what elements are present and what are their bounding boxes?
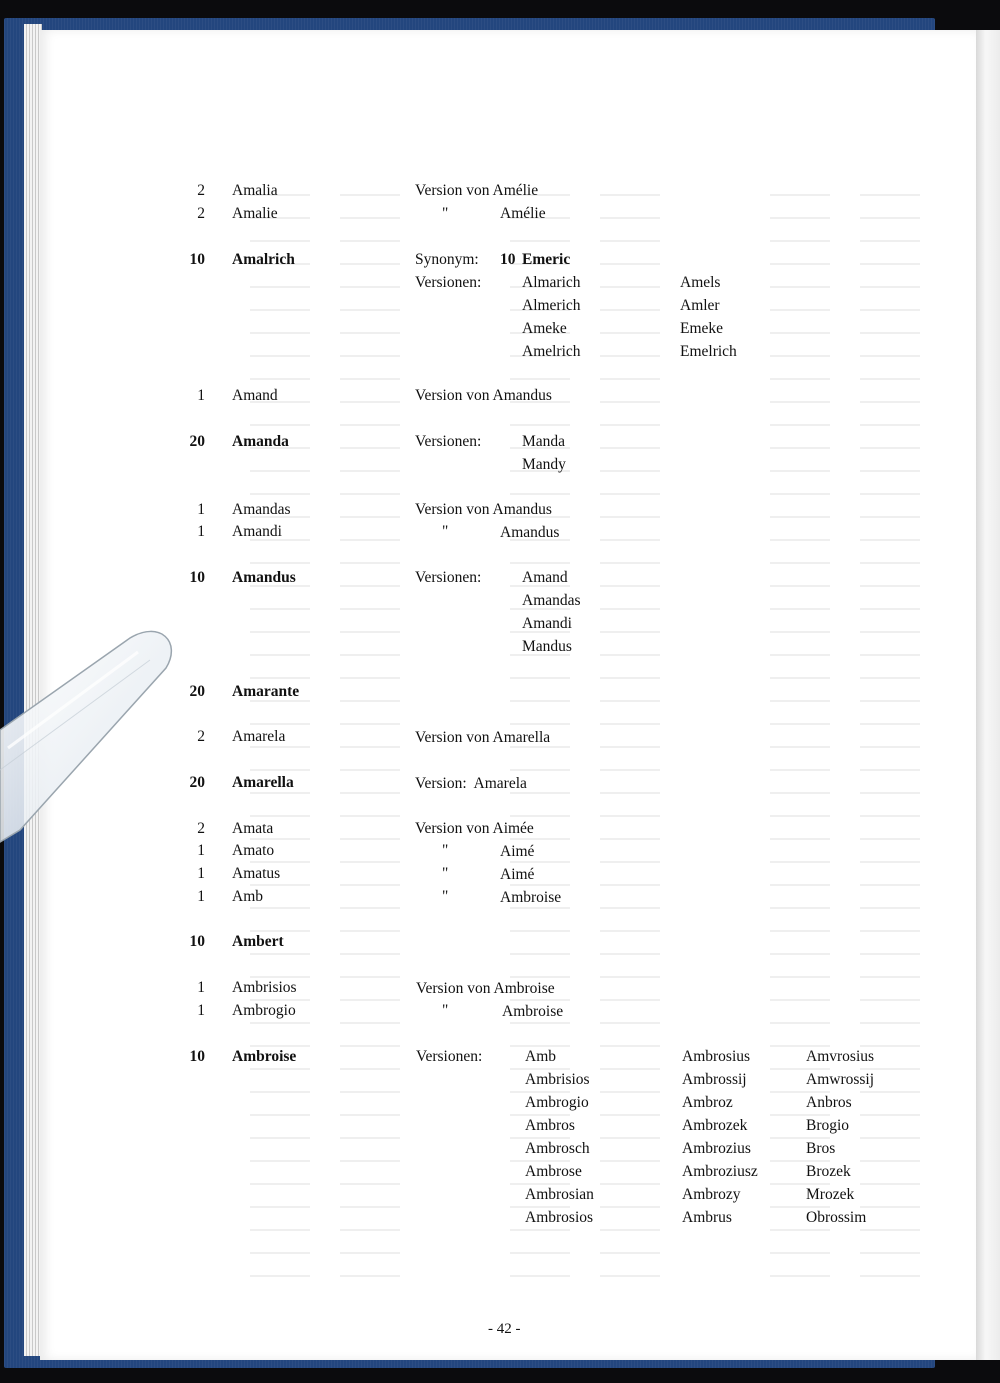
entry-number: 20 [189, 683, 205, 700]
synonym-number: 10 [500, 251, 516, 268]
entry-number: 20 [189, 774, 205, 791]
entry-number: 1 [197, 387, 205, 404]
entry-number: 1 [197, 842, 205, 859]
version-item: Almarich [522, 274, 581, 291]
version-item: Amelrich [522, 343, 581, 360]
entry-number: 2 [197, 728, 205, 745]
entry-name: Amanda [232, 433, 289, 450]
entry-number: 2 [197, 205, 205, 222]
entry-reference: Ambroise [502, 1003, 564, 1020]
entry-name: Amb [232, 888, 263, 905]
entry-number: 2 [197, 820, 205, 837]
version-item: Amwrossij [806, 1071, 875, 1088]
versions-label: Versionen: [415, 274, 482, 291]
version-item: Manda [522, 433, 566, 450]
version-item: Brogio [806, 1117, 850, 1134]
entry-description: Version: Amarela [415, 775, 527, 792]
version-item: Ambroz [682, 1094, 733, 1111]
version-item: Ambrozek [682, 1117, 748, 1134]
entry-name: Amalie [232, 205, 278, 222]
entry-number: 20 [189, 433, 205, 450]
versions-label: Versionen: [415, 433, 482, 450]
entry-description: Version von Amandus [415, 501, 552, 518]
version-item: Amvrosius [806, 1048, 875, 1065]
version-item: Ambrosian [525, 1186, 594, 1203]
entry-reference: Amélie [500, 205, 546, 222]
version-item: Amler [680, 297, 720, 314]
version-item: Ambrozy [682, 1186, 741, 1203]
version-item: Amb [525, 1048, 556, 1065]
entry-description: Version von Ambroise [416, 980, 555, 997]
version-item: Obrossim [806, 1209, 867, 1226]
entry-number: 10 [189, 1048, 205, 1065]
version-item: Ambrose [525, 1163, 582, 1180]
entry-number: 10 [189, 933, 205, 950]
entry-name: Amarella [232, 774, 294, 791]
version-item: Mandus [522, 638, 572, 655]
entry-name: Amarela [232, 728, 286, 745]
entry-number: 2 [197, 182, 205, 199]
entry-name: Amalia [232, 182, 278, 199]
version-item: Emeke [680, 320, 724, 337]
entry-name: Amatus [232, 865, 281, 882]
version-item: Brozek [806, 1163, 851, 1180]
version-item: Ambros [525, 1117, 575, 1134]
ditto-mark: " [442, 842, 449, 859]
ditto-mark: " [442, 205, 449, 222]
synonym-label: Synonym: [415, 251, 479, 268]
entry-reference: Ambroise [500, 889, 562, 906]
entry-description: Version von Aimée [415, 820, 534, 837]
entry-description: Version von Amarella [415, 729, 551, 746]
ditto-mark: " [442, 1002, 449, 1019]
synonym-name: Emeric [522, 251, 571, 268]
version-item: Mrozek [806, 1186, 855, 1203]
entry-name: Ambrisios [232, 979, 297, 996]
entry-name: Amandi [232, 523, 282, 540]
version-item: Bros [806, 1140, 836, 1157]
entry-number: 1 [197, 979, 205, 996]
version-item: Ambrosch [525, 1140, 590, 1157]
version-item: Amels [680, 274, 721, 291]
entry-number: 1 [197, 888, 205, 905]
entry-description: Version von Amandus [415, 387, 552, 404]
version-item: Anbros [806, 1094, 852, 1111]
entry-number: 10 [189, 251, 205, 268]
version-item: Amandas [522, 592, 581, 609]
versions-label: Versionen: [416, 1048, 483, 1065]
versions-label: Versionen: [415, 569, 482, 586]
entry-reference: Aimé [500, 843, 535, 860]
version-item: Amandi [522, 615, 572, 632]
entry-name: Ambrogio [232, 1002, 296, 1019]
version-item: Ambrisios [525, 1071, 590, 1088]
version-item: Ambrosios [525, 1209, 594, 1226]
ditto-mark: " [442, 888, 449, 905]
entry-name: Amandas [232, 501, 291, 518]
entry-number: 10 [189, 569, 205, 586]
entry-reference: Aimé [500, 866, 535, 883]
version-item: Ambrus [682, 1209, 732, 1226]
entry-number: 1 [197, 501, 205, 518]
page-number: - 42 - [488, 1321, 521, 1337]
next-page-edge [976, 30, 1000, 1360]
entry-name: Amato [232, 842, 275, 859]
version-item: Ambrozius [682, 1140, 751, 1157]
entry-number: 1 [197, 865, 205, 882]
entry-name: Amalrich [232, 251, 295, 268]
entry-number: 1 [197, 523, 205, 540]
entry-reference: Amandus [500, 524, 560, 541]
entry-number: 1 [197, 1002, 205, 1019]
version-item: Mandy [522, 456, 566, 473]
ditto-mark: " [442, 865, 449, 882]
version-item: Ambrosius [682, 1048, 751, 1065]
entry-name: Amata [232, 820, 274, 837]
entry-name: Amarante [232, 683, 300, 700]
version-item: Emelrich [680, 343, 737, 360]
entry-description: Version von Amélie [415, 182, 539, 199]
version-item: Ameke [522, 320, 567, 337]
version-item: Ambrossij [682, 1071, 747, 1088]
version-item: Ambroziusz [682, 1163, 758, 1180]
entry-name: Amandus [232, 569, 296, 586]
entry-name: Ambert [232, 933, 284, 950]
version-item: Ambrogio [525, 1094, 589, 1111]
version-item: Amand [522, 569, 568, 586]
entry-name: Ambroise [232, 1048, 297, 1065]
entry-name: Amand [232, 387, 278, 404]
ditto-mark: " [442, 523, 449, 540]
version-item: Almerich [522, 297, 581, 314]
